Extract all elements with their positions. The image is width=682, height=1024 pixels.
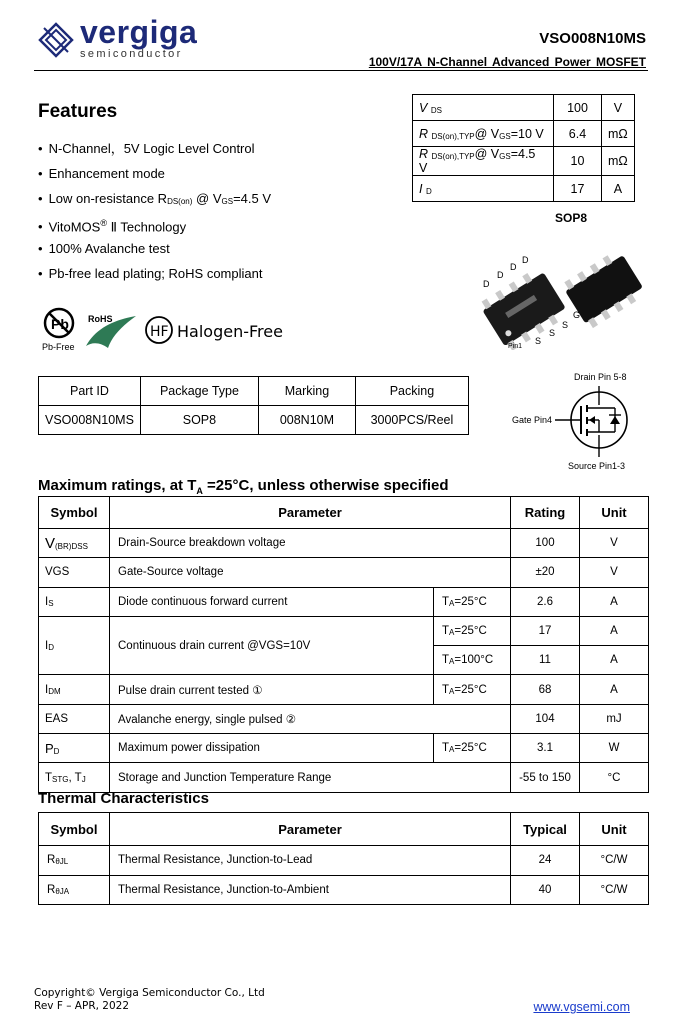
table-row: $I_{DM}$ Pulse drain current tested ① $T_A=25^\circ C$ 68 A [39,675,649,704]
pin-label-d: D [483,279,490,289]
svg-text:Pb-Free: Pb-Free [42,342,75,352]
sop8-package-image [478,238,648,350]
pin1-label: Pin1 [508,343,523,350]
table-row: $R_{\theta JL}$ Thermal Resistance, Junction-to-Lead 24 °C/W [39,846,649,876]
svg-text:Pb: Pb [51,316,69,332]
pin-label-d: D [497,270,504,280]
table-row: I $_D$ 17 A [413,176,635,202]
feature-item: • 100% Avalanche test [38,240,271,265]
rohs-icon [86,314,136,348]
pin-label-s: S [562,320,569,330]
vergiga-logo-mark [38,22,74,58]
pin-label-g: G [573,310,581,320]
feature-item: • Low on-resistance $R_{DS(on)}$ @ $V_{GS}=4.5$ V [38,190,271,215]
footer-copyright: Copyright© Vergiga Semiconductor Co., Ltd Rev F – APR, 2022 [34,987,265,1012]
max-ratings-table [38,496,649,793]
table-row: VGS Gate-Source voltage ±20 V [39,558,649,587]
table-row: $T_A=100^\circ C$ 11 A [39,646,649,675]
source-pin-label: Source Pin1-3 [568,461,626,471]
table-row: $I_S$ Diode continuous forward current $T_A=25^\circ C$ 2.6 A [39,587,649,616]
pin-label-d: D [522,255,529,265]
feature-item: • VitoMOS® Ⅱ Technology [38,215,271,240]
table-header-row: Part ID Package Type Marking Packing [39,377,469,406]
key-spec-table [412,94,635,202]
table-row: $P_D$ Maximum power dissipation $T_A=25^\circ C$ 3.1 W [39,734,649,763]
feature-item: • Pb-free lead plating; RoHS compliant [38,265,271,290]
package-label: SOP8 [555,211,588,225]
table-row: $V_{(BR)DSS}$ Drain-Source breakdown voltage 100 V [39,529,649,558]
table-row: VSO008N10MS SOP8 008N10M 3000PCS/Reel [39,406,469,435]
feature-item: • Enhancement mode [38,165,271,190]
svg-text:RoHS: RoHS [88,314,113,324]
certification-logos [42,306,287,354]
feature-item: • N-Channel，5V Logic Level Control [38,140,271,165]
brand-subtitle: semiconductor [80,48,183,60]
table-row: $I_D$ Continuous drain current @VGS=10V $T_A=25^\circ C$ 17 A [39,616,649,645]
mosfet-schematic-symbol [505,368,645,476]
halogen-free-icon [146,317,283,343]
drain-pin-label: Drain Pin 5-8 [574,372,627,382]
device-subtitle: 100V/17A N-Channel Advanced Power MOSFET [368,55,646,69]
pin-label-s: S [549,328,556,338]
website-link[interactable]: www.vgsemi.com [533,1000,630,1014]
ordering-table [38,376,469,435]
features-title: Features [38,101,118,122]
table-row: V $_{DS}$ 100 V [413,95,635,121]
part-number: VSO008N10MS [539,30,646,47]
max-ratings-title: Maximum ratings, at $T_A =25^\circ C$, unless otherwise specified [38,477,449,496]
table-header-row: Symbol Parameter Typical Unit [39,813,649,846]
header-rule [34,70,648,71]
table-header-row: Symbol Parameter Rating Unit [39,497,649,529]
brand-name: vergiga [80,14,198,50]
pin-label-s: S [535,336,542,346]
table-row: R $_{DS(on),TYP}$@ $V_{GS}=10$ V 6.4 mΩ [413,121,635,147]
table-row: $T_{STG}$, $T_J$ Storage and Junction Temperature Range -55 to 150 °C [39,763,649,792]
thermal-table [38,812,649,905]
table-row: EAS Avalanche energy, single pulsed ② 104 mJ [39,704,649,733]
features-list [38,140,271,290]
pb-free-icon [42,309,75,352]
table-row: $R_{\theta JA}$ Thermal Resistance, Junction-to-Ambient 40 °C/W [39,875,649,905]
table-row: R $_{DS(on),TYP}$@ $V_{GS}=4.5$ V 10 mΩ [413,147,635,176]
gate-pin-label: Gate Pin4 [512,415,553,425]
pin-label-d: D [510,262,517,272]
svg-text:Halogen-Free: Halogen-Free [177,322,283,341]
thermal-title: Thermal Characteristics [38,790,209,807]
svg-text:HF: HF [150,324,169,340]
